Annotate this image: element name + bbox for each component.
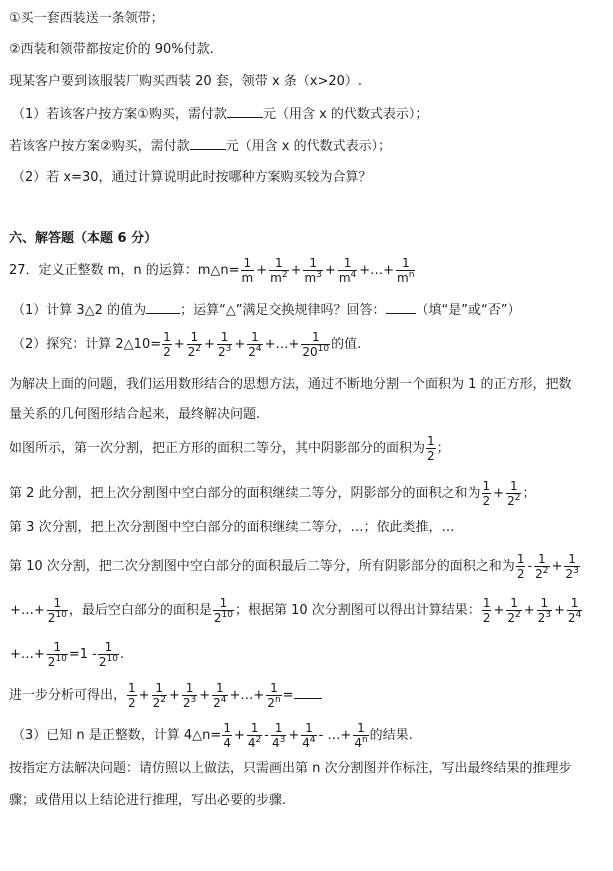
fraction: $\frac{1}{2^4}$: [567, 596, 582, 625]
question-1-line: （1）若该客户按方案①购买，需付款 元（用含 x 的代数式表示）；: [12, 107, 429, 122]
answer-blank: [294, 686, 322, 699]
section-heading: 六、解答题（本题 6 分）: [9, 231, 158, 246]
q27-definition: 27．定义正整数 m，n 的运算：m△n= $\frac{1}{m}$ + $\frac{1}{m^2}$ + $\frac{1}{m^3}$ + $\frac{1}{m^4}$ +…+ $\frac{1}{m^n}$: [9, 256, 415, 285]
fraction: $\frac{1}{2^n}$: [267, 681, 281, 710]
fraction: $\frac{1}{20^{10}}$: [302, 330, 330, 359]
fraction: $\frac{1}{2^4}$: [248, 330, 262, 359]
option-2-text: ②西装和领带都按定价的 90%付款.: [9, 42, 214, 57]
fraction: $\frac{1}{2}$: [482, 479, 491, 508]
result-line: +…+ $\frac{1}{2^{10}}$ =1 - $\frac{1}{2^{10}}$ .: [10, 640, 125, 669]
paragraph-third-split: 第 3 次分割，把上次分割图中空白部分的面积继续二等分，…；依此类推，…: [9, 520, 455, 535]
q27-part1: （1）计算 3△2 的值为 ；运算“△”满足交换规律吗？回答： （填“是”或“否”）: [12, 303, 521, 318]
fraction: $\frac{1}{4}$: [223, 721, 231, 750]
fraction: $\frac{1}{m^n}$: [397, 256, 415, 285]
paragraph: 为解决上面的问题，我们运用数形结合的思想方法，通过不断地分割一个面积为 1 的正方形，把数: [9, 377, 572, 392]
fraction: $\frac{1}{m}$: [241, 256, 254, 285]
fraction: $\frac{1}{2^2}$: [507, 596, 521, 625]
fraction: $\frac{1}{m^2}$: [270, 256, 288, 285]
q27-part3: （3）已知 n 是正整数，计算 4△n= $\frac{1}{4}$ + $\frac{1}{4^2}$ - $\frac{1}{4^3}$ + $\frac{1}{4^4}$ - …+ $\frac{1}{4^n}$ 的结果.: [12, 721, 413, 750]
fraction: $\frac{1}{2^3}$: [537, 596, 552, 625]
fraction: $\frac{1}{4^n}$: [354, 721, 368, 750]
paragraph-tenth-split-cont: +…+ $\frac{1}{2^{10}}$ ，最后空白部分的面积是 $\frac{1}{2^{10}}$ ；根据第 10 次分割图可以得出计算结果： $\frac{1}{2}$ + $\frac{1}{2^2}$ + $\frac{1}{2^3}$ + $\frac{1}{2^4}$: [10, 596, 582, 625]
fraction: $\frac{1}{2^2}$: [507, 479, 521, 508]
paragraph-tenth-split: 第 10 次分割，把二次分割图中空白部分的面积最后二等分，所有阴影部分的面积之和为 $\frac{1}{2}$ - $\frac{1}{2^2}$ + $\frac{1}{2^3}$: [9, 552, 579, 581]
question-1b-line: 若该客户按方案②购买，需付款 元（用含 x 的代数式表示）；: [9, 139, 392, 154]
paragraph: 量关系的几何图形结合起来，最终解决问题.: [9, 407, 261, 422]
fraction: $\frac{1}{2^2}$: [187, 330, 202, 359]
q27-part2: （2）探究：计算 2△10= $\frac{1}{2}$ + $\frac{1}{2^2}$ + $\frac{1}{2^3}$ + $\frac{1}{2^4}$ +…+ $\frac{1}{20^{10}}$ 的值.: [12, 330, 362, 359]
paragraph: 骤；或借用以上结论进行推理，写出必要的步骤.: [9, 793, 287, 808]
paragraph-second-split: 第 2 此分割，把上次分割图中空白部分的面积继续二等分，阴影部分的面积之和为 $\frac{1}{2}$ + $\frac{1}{2^2}$ ；: [9, 479, 536, 508]
fraction: $\frac{1}{2}$: [427, 434, 435, 463]
fraction: $\frac{1}{2}$: [482, 596, 491, 625]
fraction: $\frac{1}{2^{10}}$: [47, 596, 67, 625]
fraction: $\frac{1}{2^4}$: [213, 681, 227, 710]
fraction: $\frac{1}{2^{10}}$: [213, 596, 233, 625]
fraction: $\frac{1}{4^4}$: [302, 721, 316, 750]
further-analysis: 进一步分析可得出， $\frac{1}{2}$ + $\frac{1}{2^2}$ + $\frac{1}{2^3}$ + $\frac{1}{2^4}$ +…+ $\frac{1}{2^n}$ =: [9, 681, 322, 710]
answer-blank: [227, 105, 263, 118]
fraction: $\frac{1}{2}$: [128, 681, 136, 710]
fraction: $\frac{1}{2}$: [163, 330, 171, 359]
fraction: $\frac{1}{2^{10}}$: [47, 640, 67, 669]
fraction: $\frac{1}{2^{10}}$: [98, 640, 118, 669]
answer-blank: [146, 301, 180, 314]
fraction: $\frac{1}{2}$: [516, 552, 525, 581]
fraction: $\frac{1}{m^4}$: [338, 256, 357, 285]
fraction: $\frac{1}{2^3}$: [565, 552, 579, 581]
paragraph-first-split: 如图所示，第一次分割，把正方形的面积二等分，其中阴影部分的面积为 $\frac{1}{2}$ ；: [9, 434, 450, 463]
customer-text: 现某客户要到该服装厂购买西装 20 套，领带 x 条（x>20）.: [9, 74, 363, 89]
fraction: $\frac{1}{2^3}$: [182, 681, 197, 710]
fraction: $\frac{1}{2^2}$: [535, 552, 549, 581]
fraction: $\frac{1}{m^3}$: [304, 256, 322, 285]
fraction: $\frac{1}{2^2}$: [152, 681, 166, 710]
option-1-text: ①买一套西装送一条领带；: [9, 11, 164, 26]
paragraph: 按指定方法解决问题：请仿照以上做法，只需画出第 n 次分割图并作标注，写出最终结果的推理步: [9, 761, 572, 776]
answer-blank: [190, 137, 226, 150]
question-2-line: （2）若 x=30，通过计算说明此时按哪种方案购买较为合算？: [12, 170, 372, 185]
fraction: $\frac{1}{4^3}$: [271, 721, 286, 750]
fraction: $\frac{1}{2^3}$: [217, 330, 232, 359]
fraction: $\frac{1}{4^2}$: [247, 721, 262, 750]
answer-blank: [386, 301, 416, 314]
